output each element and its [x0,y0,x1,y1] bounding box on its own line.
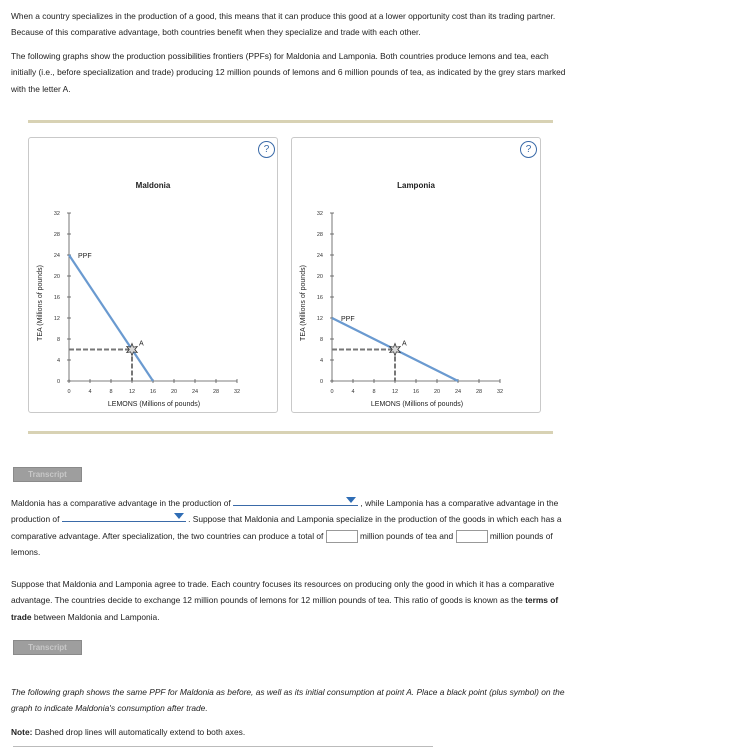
point-label: A [139,340,144,348]
transcript-button[interactable]: Transcript [13,467,82,482]
ppf-label: PPF [78,253,92,260]
total-tea-input[interactable] [326,530,358,543]
maldonia-graph-panel [28,137,278,413]
graphs-intro-text: The following graphs show the production possibilities frontiers (PPFs) for Maldonia and Lamponia. Both countries produce lemons and tea, each initially (i.e., before specialization and trade) producing 12 million pounds of lemons and 6 million pounds of tea, as indicated by the grey stars marked with the letter A. [11,51,566,94]
x-tick-label: 20 [170,389,178,395]
x-tick-label: 20 [433,389,441,395]
y-tick-label: 20 [53,274,60,280]
help-icon[interactable]: ? [520,141,537,158]
chart-title: Lamponia [397,181,435,190]
maldonia-advantage-dropdown[interactable] [233,496,358,506]
y-tick-label: 32 [316,211,323,217]
y-axis-label: TEA (Millions of pounds) [300,265,307,341]
y-tick-label: 32 [53,211,60,217]
x-tick-label: 32 [496,389,504,395]
x-tick-label: 0 [67,389,71,395]
x-tick-label: 24 [191,389,199,395]
point-label: A [402,340,407,348]
x-tick-label: 12 [391,389,399,395]
lamponia-graph-panel [291,137,541,413]
chevron-down-icon [346,497,356,503]
y-tick-label: 28 [53,232,60,238]
x-tick-label: 28 [212,389,220,395]
x-tick-label: 12 [128,389,136,395]
y-tick-label: 0 [319,379,323,385]
next-graph-border [13,746,433,747]
y-tick-label: 12 [53,316,60,322]
x-tick-label: 0 [330,389,334,395]
trade-paragraph: Suppose that Maldonia and Lamponia agree to trade. Each country focuses its resources on producing only the good in which it has a comparative advantage. The countries decide to exchange 12 million pounds of lemons for 12 million pounds of tea. This ratio of goods is known as the terms of trade between Maldonia and Lamponia. [11,579,559,622]
y-tick-label: 16 [53,295,60,301]
x-axis-label: LEMONS (Millions of pounds) [107,401,201,408]
y-tick-label: 24 [53,253,60,259]
maldonia-chart[interactable] [29,138,277,412]
lamponia-advantage-dropdown[interactable] [62,512,186,522]
y-tick-label: 8 [319,337,323,343]
y-tick-label: 24 [316,253,323,259]
question-comparative-advantage: Maldonia has a comparative advantage in the production of , while Lamponia has a comparative advantage in the production of . Suppose that Maldonia and Lamponia specialize in the production of the goods in which each has a comparative advantage. After specialization, the two countries can produce a total of million pounds of tea and million pounds of lemons. [11,498,562,557]
x-tick-label: 28 [475,389,483,395]
bottom-divider [28,431,553,434]
x-tick-label: 8 [372,389,376,395]
intro-text: When a country specializes in the production of a good, this means that it can produce this good at a lower opportunity cost than its trading partner. Because of this comparative advantage, both countries benefit when they specialize and trade with each other. [11,11,556,38]
graph-instruction: The following graph shows the same PPF for Maldonia as before, as well as its initial consumption at point A. Place a black point (plus symbol) on the graph to indicate Maldonia's consumption after trade. [11,687,565,714]
y-axis-label: TEA (Millions of pounds) [37,265,44,341]
x-tick-label: 8 [109,389,113,395]
y-tick-label: 12 [316,316,323,322]
lamponia-chart[interactable] [292,138,540,412]
transcript-button-2[interactable]: Transcript [13,640,82,655]
y-tick-label: 20 [316,274,323,280]
ppf-line [69,255,153,381]
y-tick-label: 4 [56,358,60,364]
x-tick-label: 32 [233,389,241,395]
x-tick-label: 16 [412,389,420,395]
y-tick-label: 8 [56,337,60,343]
top-divider [28,120,553,123]
total-lemons-input[interactable] [456,530,488,543]
y-tick-label: 28 [316,232,323,238]
help-icon[interactable]: ? [258,141,275,158]
y-tick-label: 4 [319,358,323,364]
x-tick-label: 4 [351,389,355,395]
y-tick-label: 16 [316,295,323,301]
note-text: Note: Dashed drop lines will automatically extend to both axes. [11,727,246,737]
x-axis-label: LEMONS (Millions of pounds) [370,401,464,408]
chevron-down-icon [174,513,184,519]
chart-title: Maldonia [135,181,171,190]
x-tick-label: 16 [149,389,157,395]
ppf-label: PPF [341,316,355,323]
y-tick-label: 0 [56,379,60,385]
x-tick-label: 24 [454,389,462,395]
x-tick-label: 4 [88,389,92,395]
